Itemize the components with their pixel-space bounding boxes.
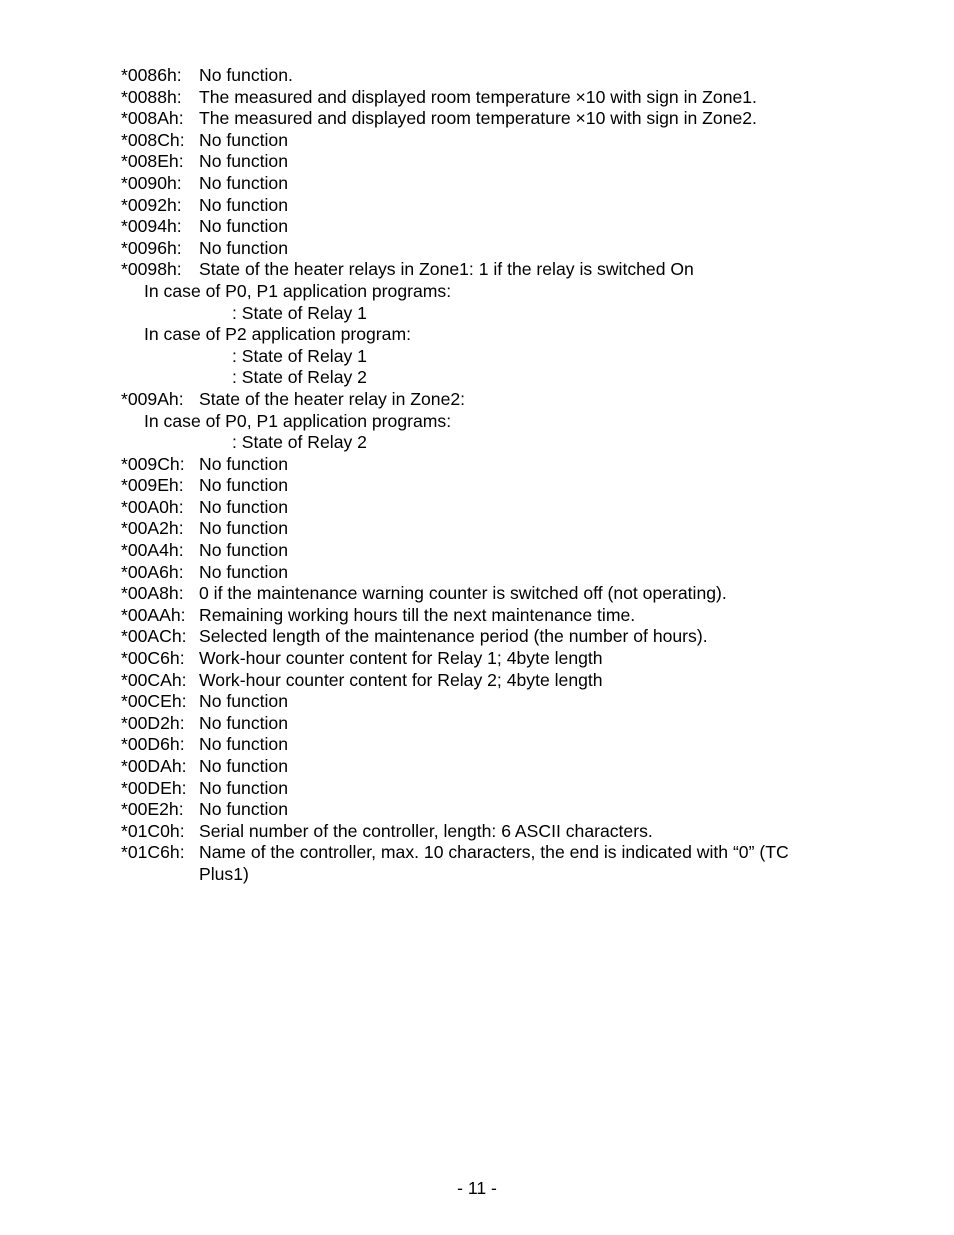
relay-state-note: : State of Relay 1 (232, 302, 367, 323)
register-address: *00A8h: (121, 583, 184, 604)
register-entry (121, 475, 841, 497)
register-address: *00CAh: (121, 669, 187, 690)
register-entry (121, 713, 841, 735)
register-entry (121, 259, 841, 281)
register-entry (121, 87, 841, 109)
register-address: *009Ah: (121, 388, 184, 409)
register-description: No function (199, 540, 288, 561)
register-entry (121, 670, 841, 692)
register-description: No function (199, 518, 288, 539)
register-description: Selected length of the maintenance period (the number of hours). (199, 626, 708, 647)
register-address: *0090h: (121, 172, 182, 193)
register-address: *0098h: (121, 259, 182, 280)
register-address: *01C6h: (121, 842, 185, 863)
relay-state-note: : State of Relay 2 (232, 432, 367, 453)
register-description: No function (199, 756, 288, 776)
register-address: *008Ch: (121, 129, 185, 150)
register-address: *009Eh: (121, 475, 184, 496)
register-description: No function (199, 172, 288, 193)
program-case-note: In case of P2 application program: (144, 324, 411, 345)
register-entry (121, 497, 841, 519)
register-address: *0096h: (121, 237, 182, 258)
register-entry (121, 799, 841, 821)
register-entry (121, 65, 841, 87)
register-address: *00A0h: (121, 496, 184, 517)
register-address: *00A6h: (121, 561, 184, 582)
register-entry (121, 130, 841, 152)
register-address: *00D6h: (121, 734, 185, 755)
register-description: No function (199, 734, 288, 755)
register-entry (121, 691, 841, 713)
register-description: No function (199, 194, 288, 215)
register-address: *01C0h: (121, 820, 185, 841)
register-address: *008Ah: (121, 108, 184, 129)
register-entry (121, 216, 841, 238)
register-address: *00E2h: (121, 799, 184, 820)
register-address: *0086h: (121, 65, 182, 85)
register-address: *00A2h: (121, 518, 184, 539)
register-address: *00D2h: (121, 712, 185, 733)
register-description: No function (199, 561, 288, 582)
register-entry (121, 626, 841, 648)
register-entry (121, 518, 841, 540)
register-address: *0094h: (121, 216, 182, 237)
relay-state-note: : State of Relay 2 (232, 367, 367, 388)
register-description: State of the heater relays in Zone1: 1 if the relay is switched On (199, 259, 694, 280)
register-address: *00AAh: (121, 604, 186, 625)
register-entry (121, 173, 841, 195)
register-entry (121, 389, 841, 411)
register-entry (121, 648, 841, 670)
register-description: No function (199, 496, 288, 517)
register-address: *00C6h: (121, 648, 185, 669)
register-address: *0088h: (121, 86, 182, 107)
register-address: *008Eh: (121, 151, 184, 172)
register-description: State of the heater relay in Zone2: (199, 388, 466, 409)
register-entry (121, 108, 841, 130)
page-number: - 11 - (457, 1178, 497, 1198)
register-description: No function (199, 475, 288, 496)
register-description: Name of the controller, max. 10 characters, the end is indicated with “0” (TC Plus1) (199, 842, 789, 884)
register-description: No function (199, 151, 288, 172)
register-description: No function (199, 237, 288, 258)
register-entry (121, 778, 841, 800)
register-entry (121, 454, 841, 476)
register-description: No function (199, 777, 288, 798)
register-description: Serial number of the controller, length: 6 ASCII characters. (199, 820, 653, 841)
register-description: No function (199, 799, 288, 820)
register-address: *009Ch: (121, 453, 185, 474)
register-entry (121, 583, 841, 605)
register-entry (121, 562, 841, 584)
program-case-note: In case of P0, P1 application programs: (144, 410, 452, 431)
register-description: Work-hour counter content for Relay 1; 4byte length (199, 648, 603, 669)
register-description: No function (199, 691, 288, 712)
register-entry (121, 151, 841, 173)
register-entry (121, 734, 841, 756)
register-address: *00A4h: (121, 540, 184, 561)
register-description: Remaining working hours till the next maintenance time. (199, 604, 636, 625)
register-entry (121, 195, 841, 217)
program-case-note: In case of P0, P1 application programs: (144, 280, 452, 301)
register-description: The measured and displayed room temperature ×10 with sign in Zone1. (199, 86, 757, 107)
register-entry (121, 842, 841, 885)
register-entry (121, 756, 841, 778)
register-description-list (121, 65, 841, 886)
register-description: Work-hour counter content for Relay 2; 4byte length (199, 669, 603, 690)
register-description: No function (199, 712, 288, 733)
register-description: No function (199, 453, 288, 474)
register-address: *00CEh: (121, 691, 187, 712)
register-address: *00DAh: (121, 756, 187, 776)
register-address: *00ACh: (121, 626, 187, 647)
register-entry (121, 821, 841, 843)
register-description: No function (199, 216, 288, 237)
register-address: *0092h: (121, 194, 182, 215)
register-entry (121, 238, 841, 260)
register-description: No function. (199, 65, 293, 85)
register-description: The measured and displayed room temperature ×10 with sign in Zone2. (199, 108, 757, 129)
relay-state-note: : State of Relay 1 (232, 345, 367, 366)
register-description: 0 if the maintenance warning counter is switched off (not operating). (199, 583, 727, 604)
register-entry (121, 540, 841, 562)
register-entry (121, 605, 841, 627)
register-description: No function (199, 129, 288, 150)
register-address: *00DEh: (121, 777, 187, 798)
